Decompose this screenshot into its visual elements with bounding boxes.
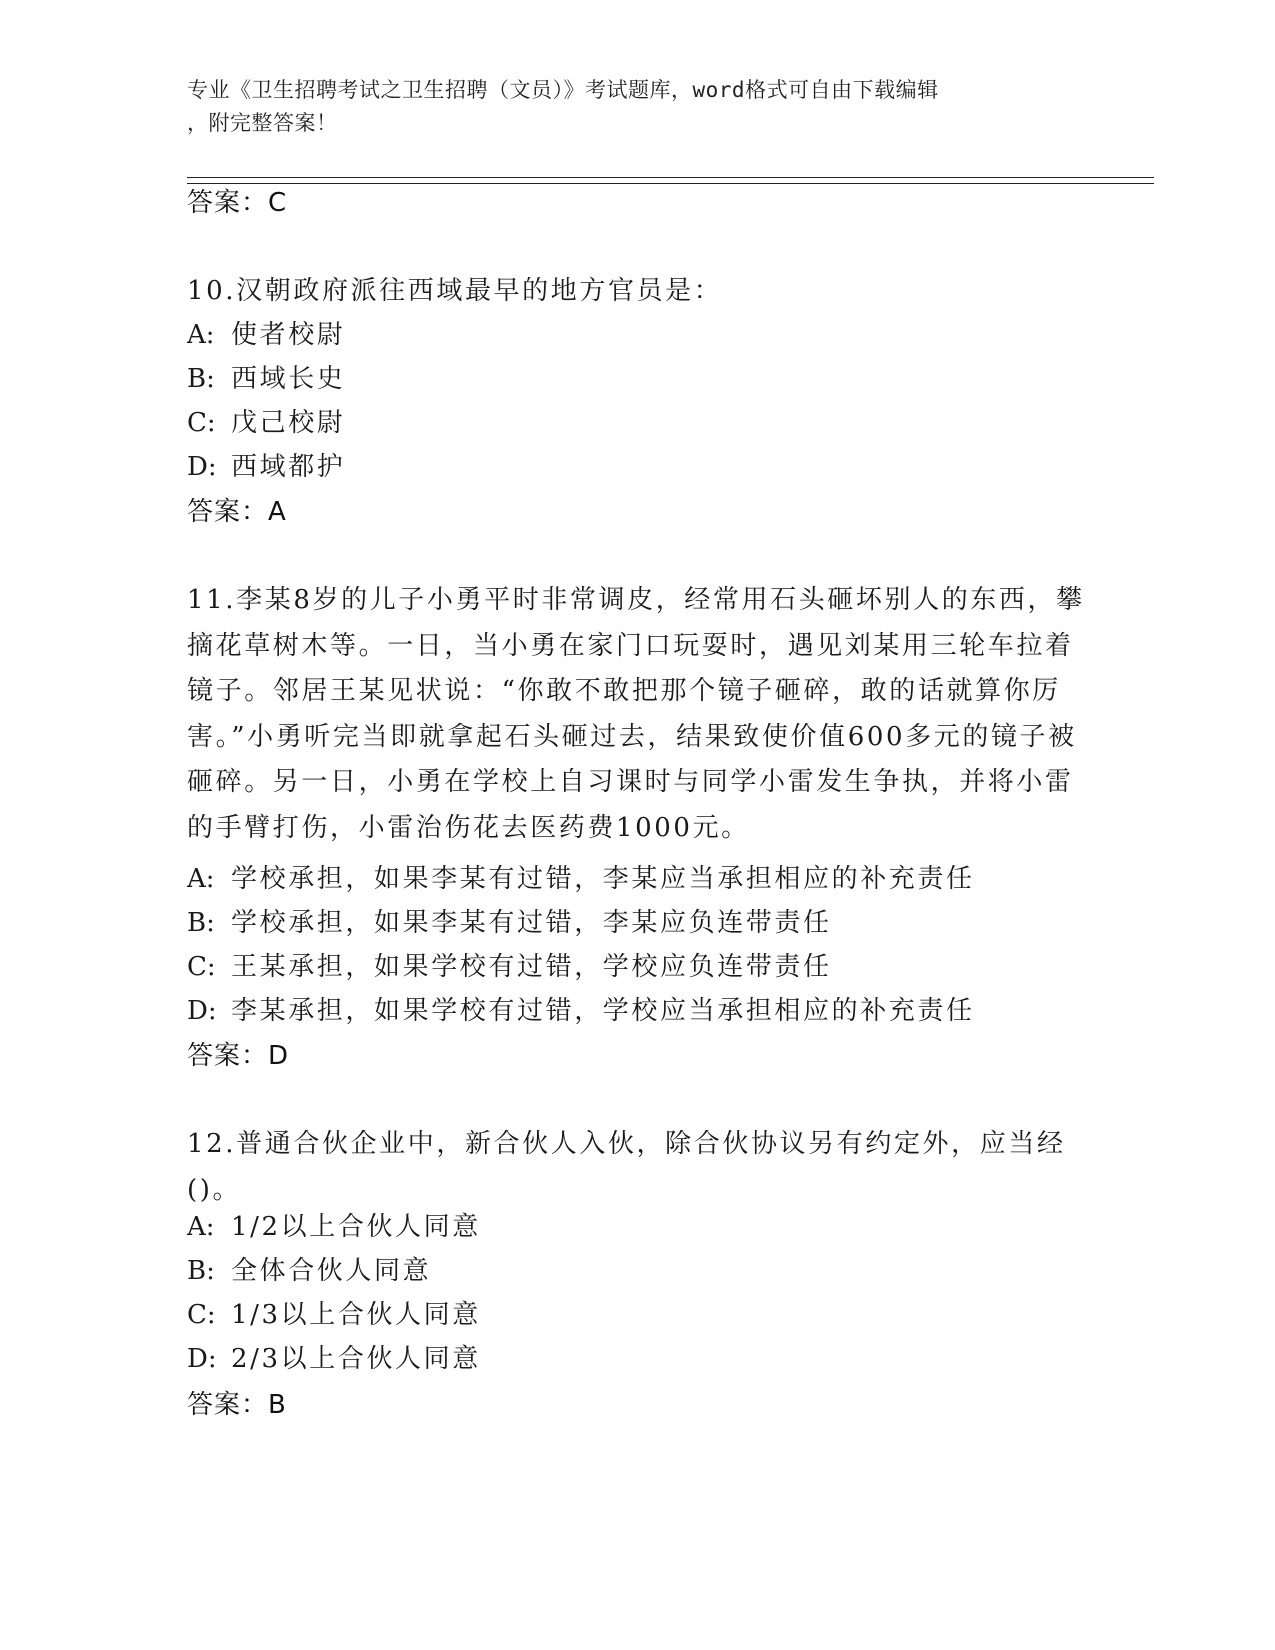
question-10-option-b bbox=[187, 362, 345, 396]
question-10-text: 10.汉朝政府派往西域最早的地方官员是： bbox=[187, 276, 723, 306]
question-11-text: 11.李某8岁的儿子小勇平时非常调皮，经常用石头砸坏别人的东西，攀摘花草树木等。一日，当小勇在家门口玩耍时，遇见刘某用三轮车拉着镜子。邻居王某见状说：“你敢不敢把那个镜子砸碎，敢的话就算你厉害。”小勇听完当即就拿起石头砸过去，结果致使价值600多元的镜子被砸碎。另一日，小勇在学校上自习课时与同学小雷发生争执，并将小雷的手臂打伤，小雷治伤花去医药费1000元。 bbox=[187, 585, 1085, 843]
option-text: 学校承担，如果李某有过错，李某应负连带责任 bbox=[231, 908, 832, 938]
option-text: 1/2以上合伙人同意 bbox=[231, 1212, 481, 1242]
question-12-option-a bbox=[187, 1210, 481, 1244]
option-text: 1/3以上合伙人同意 bbox=[231, 1300, 481, 1330]
option-text: 2/3以上合伙人同意 bbox=[231, 1344, 481, 1374]
option-letter: B: bbox=[187, 908, 215, 938]
option-letter: A: bbox=[187, 320, 215, 350]
option-text: 戊己校尉 bbox=[231, 408, 346, 438]
previous-answer: 答案：C bbox=[187, 188, 288, 218]
option-letter: C: bbox=[187, 408, 216, 438]
option-letter: C: bbox=[187, 1300, 216, 1330]
option-letter: D: bbox=[187, 1344, 217, 1374]
option-letter: C: bbox=[187, 952, 216, 982]
question-11-option-a bbox=[187, 862, 975, 896]
option-letter: A: bbox=[187, 864, 215, 894]
option-text: 西域长史 bbox=[231, 364, 346, 394]
question-10-option-d bbox=[187, 450, 345, 484]
question-10-option-c bbox=[187, 406, 345, 440]
option-text: 李某承担，如果学校有过错，学校应当承担相应的补充责任 bbox=[231, 996, 975, 1026]
header-line-2: ，附完整答案！ bbox=[187, 111, 338, 135]
option-letter: D: bbox=[187, 452, 217, 482]
option-letter: B: bbox=[187, 1256, 215, 1286]
option-text: 使者校尉 bbox=[231, 320, 346, 350]
option-text: 王某承担，如果学校有过错，学校应负连带责任 bbox=[231, 952, 832, 982]
option-letter: D: bbox=[187, 996, 217, 1026]
option-letter: B: bbox=[187, 364, 215, 394]
option-letter: A: bbox=[187, 1212, 215, 1242]
question-10-answer: 答案：A bbox=[187, 497, 287, 527]
header-divider bbox=[187, 177, 1154, 184]
question-12-option-c bbox=[187, 1298, 481, 1332]
question-11-option-b bbox=[187, 906, 832, 940]
question-12-text: 12.普通合伙企业中，新合伙人入伙，除合伙协议另有约定外，应当经()。 bbox=[187, 1129, 1066, 1205]
option-text: 全体合伙人同意 bbox=[231, 1256, 432, 1286]
option-text: 西域都护 bbox=[231, 452, 346, 482]
question-11-option-d bbox=[187, 994, 975, 1028]
header-line-1: 专业《卫生招聘考试之卫生招聘（文员）》考试题库，word格式可自由下载编辑 bbox=[187, 78, 939, 102]
question-12-option-d bbox=[187, 1342, 481, 1376]
document-header bbox=[187, 74, 1067, 140]
question-10-option-a bbox=[187, 318, 345, 352]
question-12-answer: 答案：B bbox=[187, 1390, 287, 1420]
question-11-option-c bbox=[187, 950, 832, 984]
option-text: 学校承担，如果李某有过错，李某应当承担相应的补充责任 bbox=[231, 864, 975, 894]
question-12-option-b bbox=[187, 1254, 431, 1288]
question-11-answer: 答案：D bbox=[187, 1041, 290, 1071]
